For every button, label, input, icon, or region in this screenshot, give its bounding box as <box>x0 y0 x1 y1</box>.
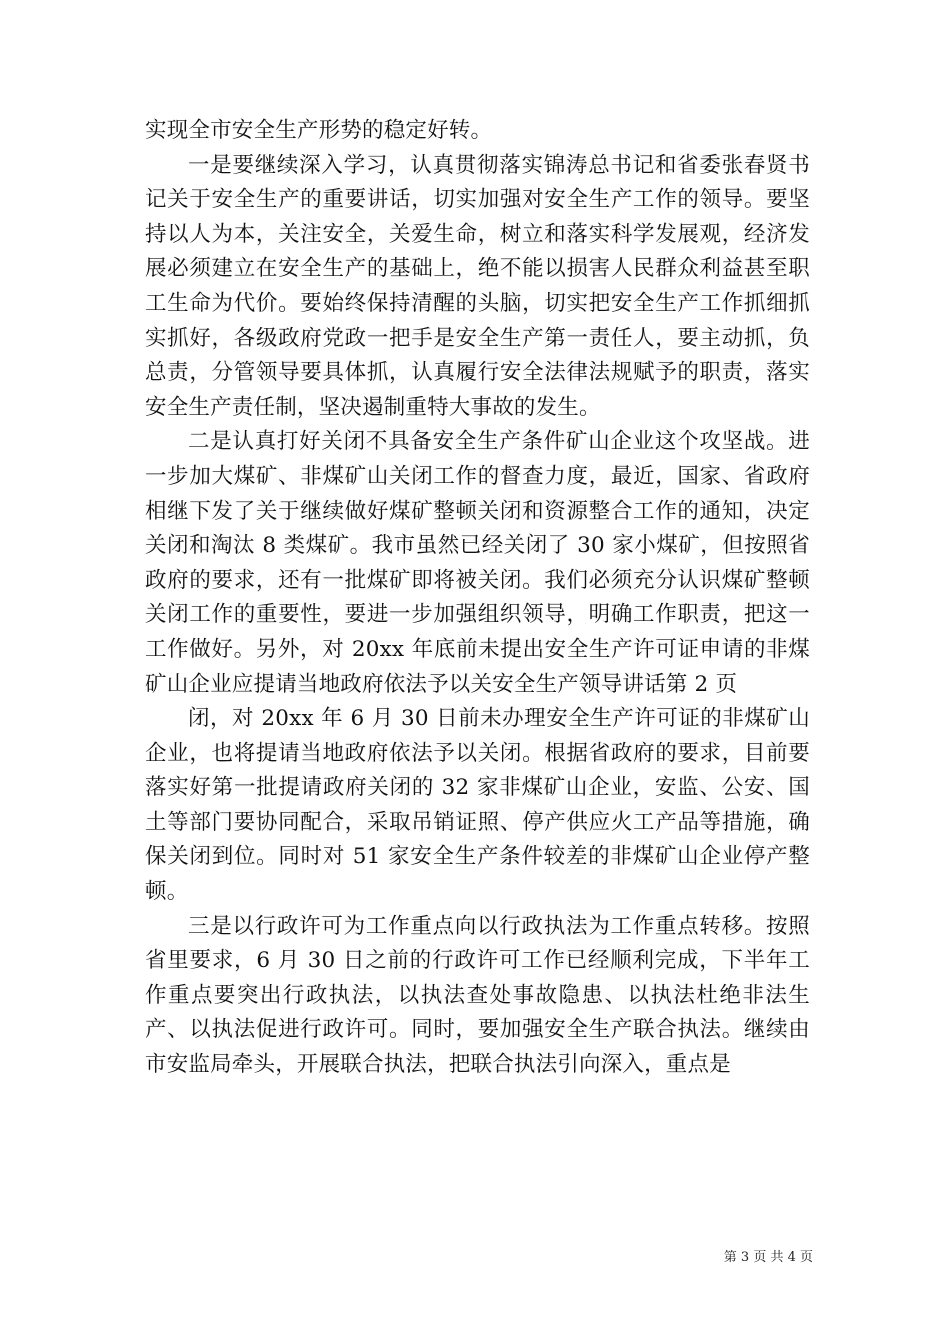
paragraph-continuation: 实现全市安全生产形势的稳定好转。 <box>145 118 493 143</box>
page-footer <box>703 1250 813 1266</box>
page-number: 第 3 页 共 4 页 <box>723 1250 813 1265</box>
paragraph-point-two: 二是认真打好关闭不具备安全生产条件矿山企业这个攻坚战。进一步加大煤矿、非煤矿山关闭工作的督查力度，最近，国家、省政府相继下发了关于继续做好煤矿整顿关闭和资源整合工作的通知，决定关闭和淘汰 8 类煤矿。我市虽然已经关闭了 30 家小煤矿，但按照省政府的要求，还有一批煤矿即将被关闭。我们必须充分认识煤矿整顿关闭工作的重要性，要进一步加强组织领导，明确工作职责，把这一工作做好。另外，对 20xx 年底前未提出安全生产许可证申请的非煤矿山企业应提请当地政府依法予以关安全生产领导讲话第 2 页 <box>145 429 810 697</box>
paragraph-point-two-continued: 闭，对 20xx 年 6 月 30 日前未办理安全生产许可证的非煤矿山企业，也将提请当地政府依法予以关闭。根据省政府的要求，目前要落实好第一批提请政府关闭的 32 家非煤矿山企业，安监、公安、国土等部门要协同配合，采取吊销证照、停产供应火工产品等措施，确保关闭到位。同时对 51 家安全生产条件较差的非煤矿山企业停产整顿。 <box>145 706 810 905</box>
paragraph-point-one: 一是要继续深入学习，认真贯彻落实锦涛总书记和省委张春贤书记关于安全生产的重要讲话，切实加强对安全生产工作的领导。要坚持以人为本，关注安全，关爱生命，树立和落实科学发展观，经济发展必须建立在安全生产的基础上，绝不能以损害人民群众利益甚至职工生命为代价。要始终保持清醒的头脑，切实把安全生产工作抓细抓实抓好，各级政府党政一把手是安全生产第一责任人，要主动抓，负总责，分管领导要具体抓，认真履行安全法律法规赋予的职责，落实安全生产责任制，坚决遏制重特大事故的发生。 <box>145 152 810 420</box>
paragraph-point-three: 三是以行政许可为工作重点向以行政执法为工作重点转移。按照省里要求，6 月 30 日之前的行政许可工作已经顺利完成，下半年工作重点要突出行政执法，以执法查处事故隐患、以执法杜绝非法生产、以执法促进行政许可。同时，要加强安全生产联合执法。继续由市安监局牵头，开展联合执法，把联合执法引向深入，重点是 <box>145 913 810 1078</box>
document-body <box>145 114 810 1083</box>
